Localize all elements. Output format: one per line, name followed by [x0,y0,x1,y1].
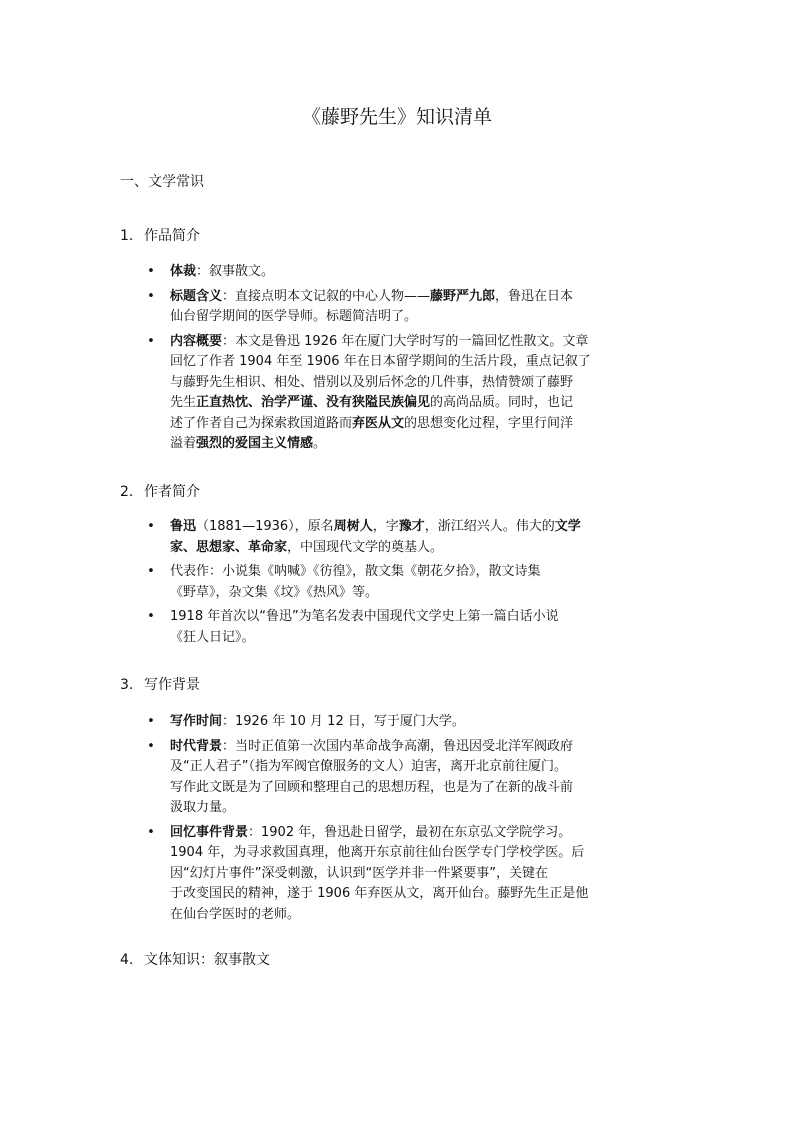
text-run: 在仙台学医时的老师。 [170,906,301,922]
text-line [170,864,684,885]
text-run: ，浙江绍兴人。伟大的 [424,519,555,534]
bold-text: 内容概要 [170,333,223,349]
text-run: 1918 年首次以“鲁迅”为笔名发表中国现代文学史上第一篇白话小说 [170,609,559,624]
bullet-icon: • [147,519,155,534]
text-run: 的高尚品质。同时，也记 [430,395,574,410]
text-run: ：1926 年 10 月 12 日，写于厦门大学。 [222,714,465,729]
bullet-icon: • [147,564,155,579]
text-line [170,823,684,844]
bold-text: 鲁迅 [170,519,197,534]
list-item [144,262,684,283]
bold-text: 写作时间 [170,714,223,729]
text-run: 溢着 [170,436,197,451]
text-line [170,628,684,649]
text-line [170,562,684,583]
text-line [170,262,684,283]
text-run: 汲取力量。 [170,800,236,815]
bullet-icon: • [147,824,155,840]
subsection-number: 2. [120,484,134,500]
subsection-title: 作品简介 [144,228,200,244]
text-run: 《野草》，杂文集《坟》《热风》等。 [170,584,379,600]
subsection-heading [120,675,200,695]
subsection-heading [120,482,200,502]
text-run: 先生 [170,395,197,410]
subsection-heading [120,950,270,970]
text-run: ：当时正值第一次国内革命战争高潮，鲁迅因受北洋军阀政府 [222,738,574,754]
text-run: 。 [313,436,327,451]
text-run: 回忆了作者 1904 年至 1906 年在日本留学期间的生活片段，重点记叙了 [170,354,591,369]
text-line [170,517,684,538]
subsection-title: 作者简介 [144,484,200,500]
bold-text: 标题含义 [170,288,223,304]
bold-text: 强烈的爱国主义情感 [196,436,314,451]
text-line [170,798,684,819]
text-run: ：本文是鲁迅 1926 年在厦门大学时写的一篇回忆性散文。文章 [222,333,589,349]
text-run: 与藤野先生相识、相处、惜别以及别后怀念的几件事，热情赞颂了藤野 [170,374,574,390]
text-run: 述了作者自己为探索救国道路而 [170,415,353,431]
text-run: 于改变国民的精神，遂于 1906 年弃医从文，离开仙台。藤野先生正是他 [170,886,589,901]
bullet-icon: • [147,609,155,624]
text-run: 写作此文既是为了回顾和整理自己的思想历程，也是为了在新的战斗前 [170,779,574,795]
text-line [170,287,684,308]
bold-text: 体裁 [170,264,197,279]
text-run: 1904 年，为寻求救国真理，他离开东京前往仙台医学专门学校学医。后 [170,845,585,860]
bold-text: 弃医从文 [352,415,405,431]
bullet-icon: • [147,333,155,349]
list-item [144,823,684,926]
bullet-icon: • [147,288,155,304]
text-line [170,712,684,733]
text-line [170,332,684,353]
bold-text: 正直热忱、治学严谨、没有狭隘民族偏见 [196,395,431,410]
text-line [170,373,684,394]
list-item [144,287,684,328]
text-run: 《狂人日记》。 [170,629,255,645]
document-title: 《藤野先生》知识清单 [301,106,492,128]
bold-text: 时代背景 [170,738,223,754]
text-line [170,434,684,455]
text-run: ，字 [372,519,399,534]
subsection-title: 写作背景 [144,677,200,693]
text-line [170,905,684,926]
subsection-number: 1. [120,228,134,244]
text-line [170,393,684,414]
text-run: ：1902 年，鲁迅赴日留学，最初在东京弘文学院学习。 [248,824,572,840]
bold-text: 家、思想家、革命家 [170,539,288,555]
bullet-list [144,517,684,648]
list-item [144,562,684,603]
section-heading: 一、文学常识 [120,174,204,190]
bullet-icon: • [147,738,155,754]
text-run: 仙台留学期间的医学导师。标题简洁明了。 [170,309,418,324]
text-run: 的思想变化过程，字里行间洋 [404,415,574,431]
text-line [170,583,684,604]
text-line [170,352,684,373]
text-line [170,307,684,328]
subsection-number: 3. [120,677,134,693]
bold-text: 周树人 [333,519,373,534]
text-run: 代表作：小说集《呐喊》《彷徨》，散文集《朝花夕拾》，散文诗集 [170,564,541,579]
list-item [144,607,684,648]
bold-text: 豫才 [398,519,425,534]
bold-text: 文学 [554,519,581,534]
text-run: 因“幻灯片事件”深受刺激，认识到“医学并非一件紧要事”，关键在 [170,865,548,881]
text-line [170,538,684,559]
list-item [144,332,684,455]
text-line [170,843,684,864]
text-line [170,884,684,905]
bold-text: 回忆事件背景 [170,824,249,840]
subsection-number: 4. [120,952,134,968]
bullet-icon: • [147,714,155,729]
text-run: ：直接点明本文记叙的中心人物—— [222,288,431,304]
text-line [170,757,684,778]
text-run: ，鲁迅在日本 [495,288,574,304]
subsection-title: 文体知识：叙事散文 [144,952,270,968]
bullet-list [144,712,684,925]
bullet-icon: • [147,264,155,279]
text-line [170,778,684,799]
subsection-heading [120,226,200,246]
list-item [144,517,684,558]
text-line [170,414,684,435]
list-item [144,737,684,819]
bullet-list [144,262,684,455]
bold-text: 藤野严九郎 [430,288,496,304]
text-run: （1881—1936），原名 [196,519,334,534]
text-run: 及“正人君子”（指为军阀官僚服务的文人）迫害，离开北京前往厦门。 [170,759,567,774]
text-line [170,607,684,628]
text-run: ，中国现代文学的奠基人。 [287,539,444,555]
list-item [144,712,684,733]
text-line [170,737,684,758]
text-run: ：叙事散文。 [196,264,275,279]
